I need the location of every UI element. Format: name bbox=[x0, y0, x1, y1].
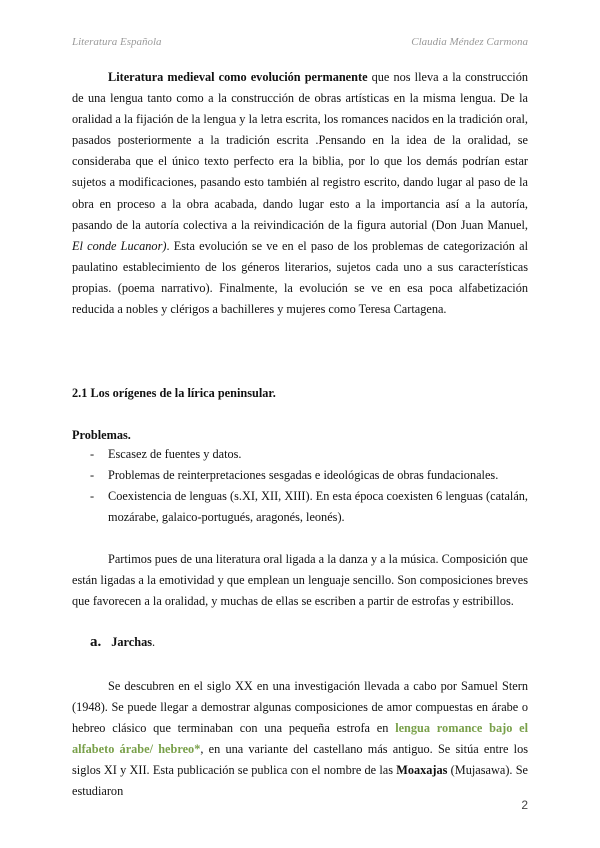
intro-paragraph bbox=[72, 67, 528, 320]
jarchas-title-period: . bbox=[152, 635, 156, 649]
jarchas-heading bbox=[90, 634, 155, 651]
page-header bbox=[72, 36, 528, 52]
jarchas-highlight: lengua romance bajo el alfabeto árabe/ hebreo* bbox=[72, 721, 528, 757]
jarchas-bold-term: Moaxajas bbox=[396, 763, 448, 778]
header-course-title: Literatura Española bbox=[72, 36, 162, 48]
intro-bold-lead: Literatura medieval como evolución permanente bbox=[108, 70, 368, 84]
section-title: 2.1 Los orígenes de la lírica peninsular. bbox=[72, 386, 276, 400]
list-bullet: - bbox=[90, 489, 95, 504]
jarchas-text-3: (Mujasawa). Se estudiaron bbox=[72, 763, 529, 799]
jarchas-list-letter: a. bbox=[90, 634, 102, 650]
page-number: 2 bbox=[521, 798, 528, 812]
intro-text-2: . Esta evolución se ve en el paso de los problemas de categorización al paulatino establecimiento de los géneros literarios, sujetos cada uno a sus características propias. (poema narrativo). Finalmente, la evolución se ve en esa poca alfabetización reducida a nobles y clérigos a bachilleres y mujeres como Teresa Cartagena. bbox=[72, 238, 528, 317]
header-author: Claudia Méndez Carmona bbox=[411, 36, 528, 48]
intro-text-1: que nos lleva a la construcción de una lengua tanto como a la construcción de obras artísticas en la misma lengua. De la oralidad a la fijación de la lengua y la letra escrita, los romances nacidos en la tradición oral, pasados posteriormente a la tradición escrita .Pensando en la idea de la oralidad, se consideraba que el único texto perfecto era la biblia, por lo que los demás podrían estar sujetos a modificaciones, pasando esto también al registro escrito, dando lugar al paso de la obra en proceso a la obra acabada, dando lugar esto a la importancia así a la autoría, pasando de la autoría colectiva a la reivindicación de la figura autorial (Don Juan Manuel, bbox=[72, 70, 528, 232]
problems-title: Problemas. bbox=[72, 428, 131, 442]
list-item-text: Coexistencia de lenguas (s.XI, XII, XIII). En esta época coexisten 6 lenguas (catalán, mozárabe, galaico-portugués, aragonés, leonés). bbox=[108, 489, 528, 525]
list-item bbox=[72, 465, 528, 486]
jarchas-paragraph bbox=[72, 676, 528, 803]
list-bullet: - bbox=[90, 468, 95, 483]
list-item bbox=[72, 486, 528, 528]
partimos-paragraph: Partimos pues de una literatura oral ligada a la danza y a la música. Composición que están ligadas a la emotividad y que emplean un lenguaje sencillo. Son composiciones breves que favorecen a la oralidad, y muchas de ellas se escriben a partir de estrofas y estribillos. bbox=[72, 552, 529, 609]
list-item-text: Escasez de fuentes y datos. bbox=[108, 447, 242, 461]
jarchas-text-1: Se descubren en el siglo XX en una investigación llevada a cabo por Samuel Stern (1948). Se puede llegar a demostrar algunas composiciones de amor compuestas en árabe o hebreo clásico que terminaban con una pequeña estrofa en bbox=[72, 679, 528, 736]
list-item-text: Problemas de reinterpretaciones sesgadas e ideológicas de obras fundacionales. bbox=[108, 468, 499, 483]
list-bullet: - bbox=[90, 447, 95, 461]
problems-list bbox=[72, 444, 528, 528]
list-item bbox=[72, 444, 528, 465]
intro-italic-title: El conde Lucanor) bbox=[72, 238, 167, 253]
jarchas-text-2: , en una variante del castellano más antiguo. Se sitúa entre los siglos XI y XII. Esta publicación se publica con el nombre de las bbox=[72, 742, 528, 778]
jarchas-title: Jarchas bbox=[111, 635, 153, 649]
